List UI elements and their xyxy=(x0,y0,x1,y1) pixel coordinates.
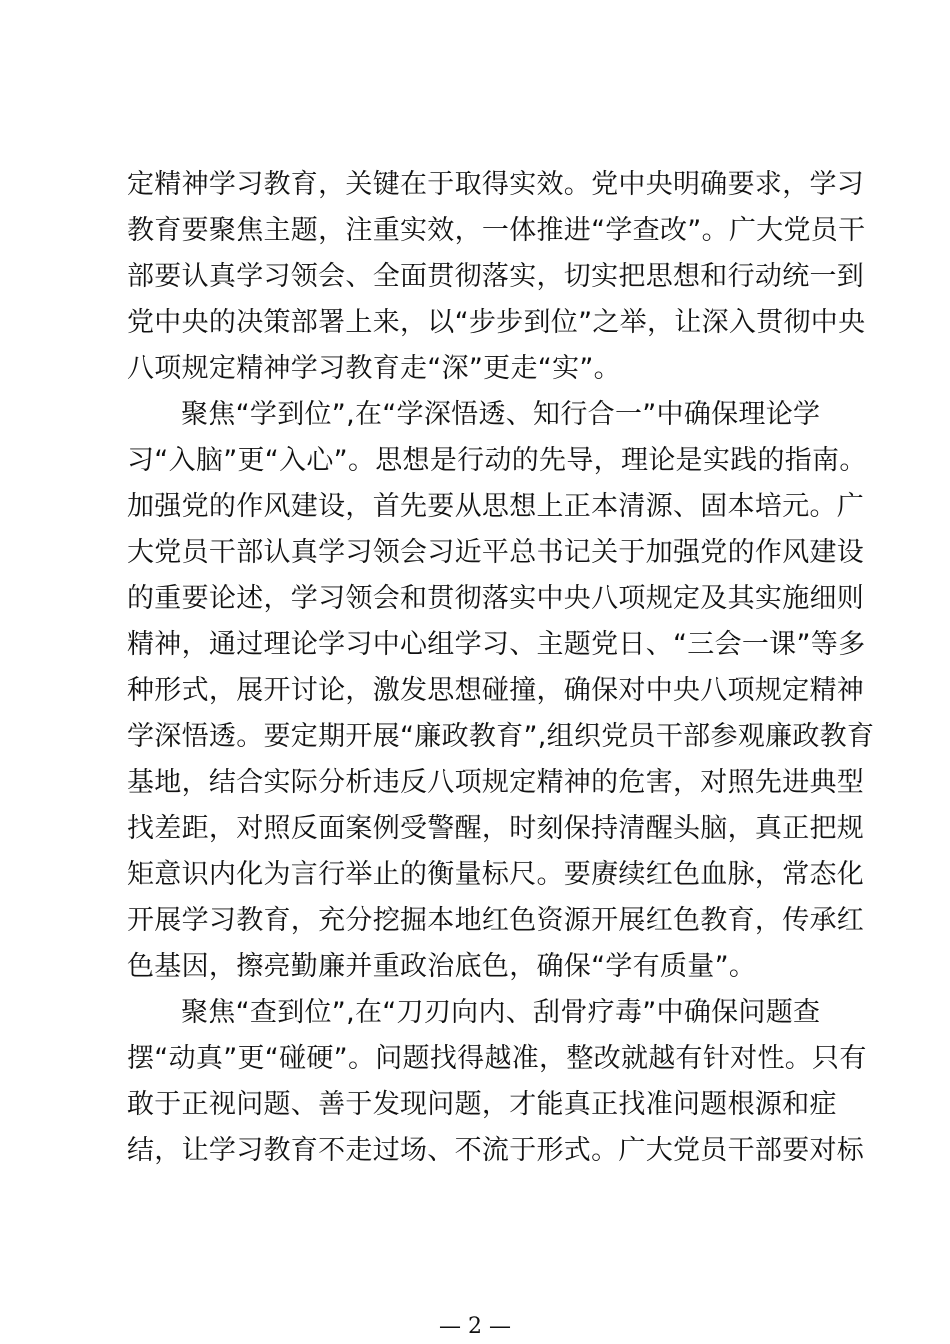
paragraph-start-line: 聚焦“学到位”,在“学深悟透、知行合一”中确保理论学 xyxy=(181,399,821,430)
text-line: 部要认真学习领会、全面贯彻落实，切实把思想和行动统一到 xyxy=(127,261,865,292)
text-line: 结，让学习教育不走过场、不流于形式。广大党员干部要对标 xyxy=(127,1135,865,1166)
text-line: 八项规定精神学习教育走“深”更走“实”。 xyxy=(127,353,621,384)
text-line: 学深悟透。要定期开展“廉政教育”,组织党员干部参观廉政教育 xyxy=(127,721,875,752)
text-line: 基地，结合实际分析违反八项规定精神的危害，对照先进典型 xyxy=(127,767,865,798)
text-line: 敢于正视问题、善于发现问题，才能真正找准问题根源和症 xyxy=(127,1089,837,1120)
text-line: 色基因，擦亮勤廉并重政治底色，确保“学有质量”。 xyxy=(127,951,757,982)
text-line: 习“入脑”更“入心”。思想是行动的先导，理论是实践的指南。 xyxy=(127,445,867,476)
text-line: 大党员干部认真学习领会习近平总书记关于加强党的作风建设 xyxy=(127,537,865,568)
text-line: 矩意识内化为言行举止的衡量标尺。要赓续红色血脉，常态化 xyxy=(127,859,865,890)
text-line: 定精神学习教育，关键在于取得实效。党中央明确要求，学习 xyxy=(127,169,865,200)
text-line: 加强党的作风建设，首先要从思想上正本清源、固本培元。广 xyxy=(127,491,865,522)
text-line: 精神，通过理论学习中心组学习、主题党日、“三会一课”等多 xyxy=(127,629,866,660)
text-line: 开展学习教育，充分挖掘本地红色资源开展红色教育，传承红 xyxy=(127,905,865,936)
text-line: 教育要聚焦主题，注重实效，一体推进“学查改”。广大党员干 xyxy=(127,215,866,246)
text-line: 摆“动真”更“碰硬”。问题找得越准，整改就越有针对性。只有 xyxy=(127,1043,867,1074)
text-line: 找差距，对照反面案例受警醒，时刻保持清醒头脑，真正把规 xyxy=(127,813,865,844)
text-line: 党中央的决策部署上来，以“步步到位”之举，让深入贯彻中央 xyxy=(127,307,866,338)
text-line: 种形式，展开讨论，激发思想碰撞，确保对中央八项规定精神 xyxy=(127,675,865,706)
page-number: — 2 — xyxy=(439,1314,511,1339)
text-line: 的重要论述，学习领会和贯彻落实中央八项规定及其实施细则 xyxy=(127,583,865,614)
paragraph-start-line: 聚焦“查到位”,在“刀刃向内、刮骨疗毒”中确保问题查 xyxy=(181,997,821,1028)
